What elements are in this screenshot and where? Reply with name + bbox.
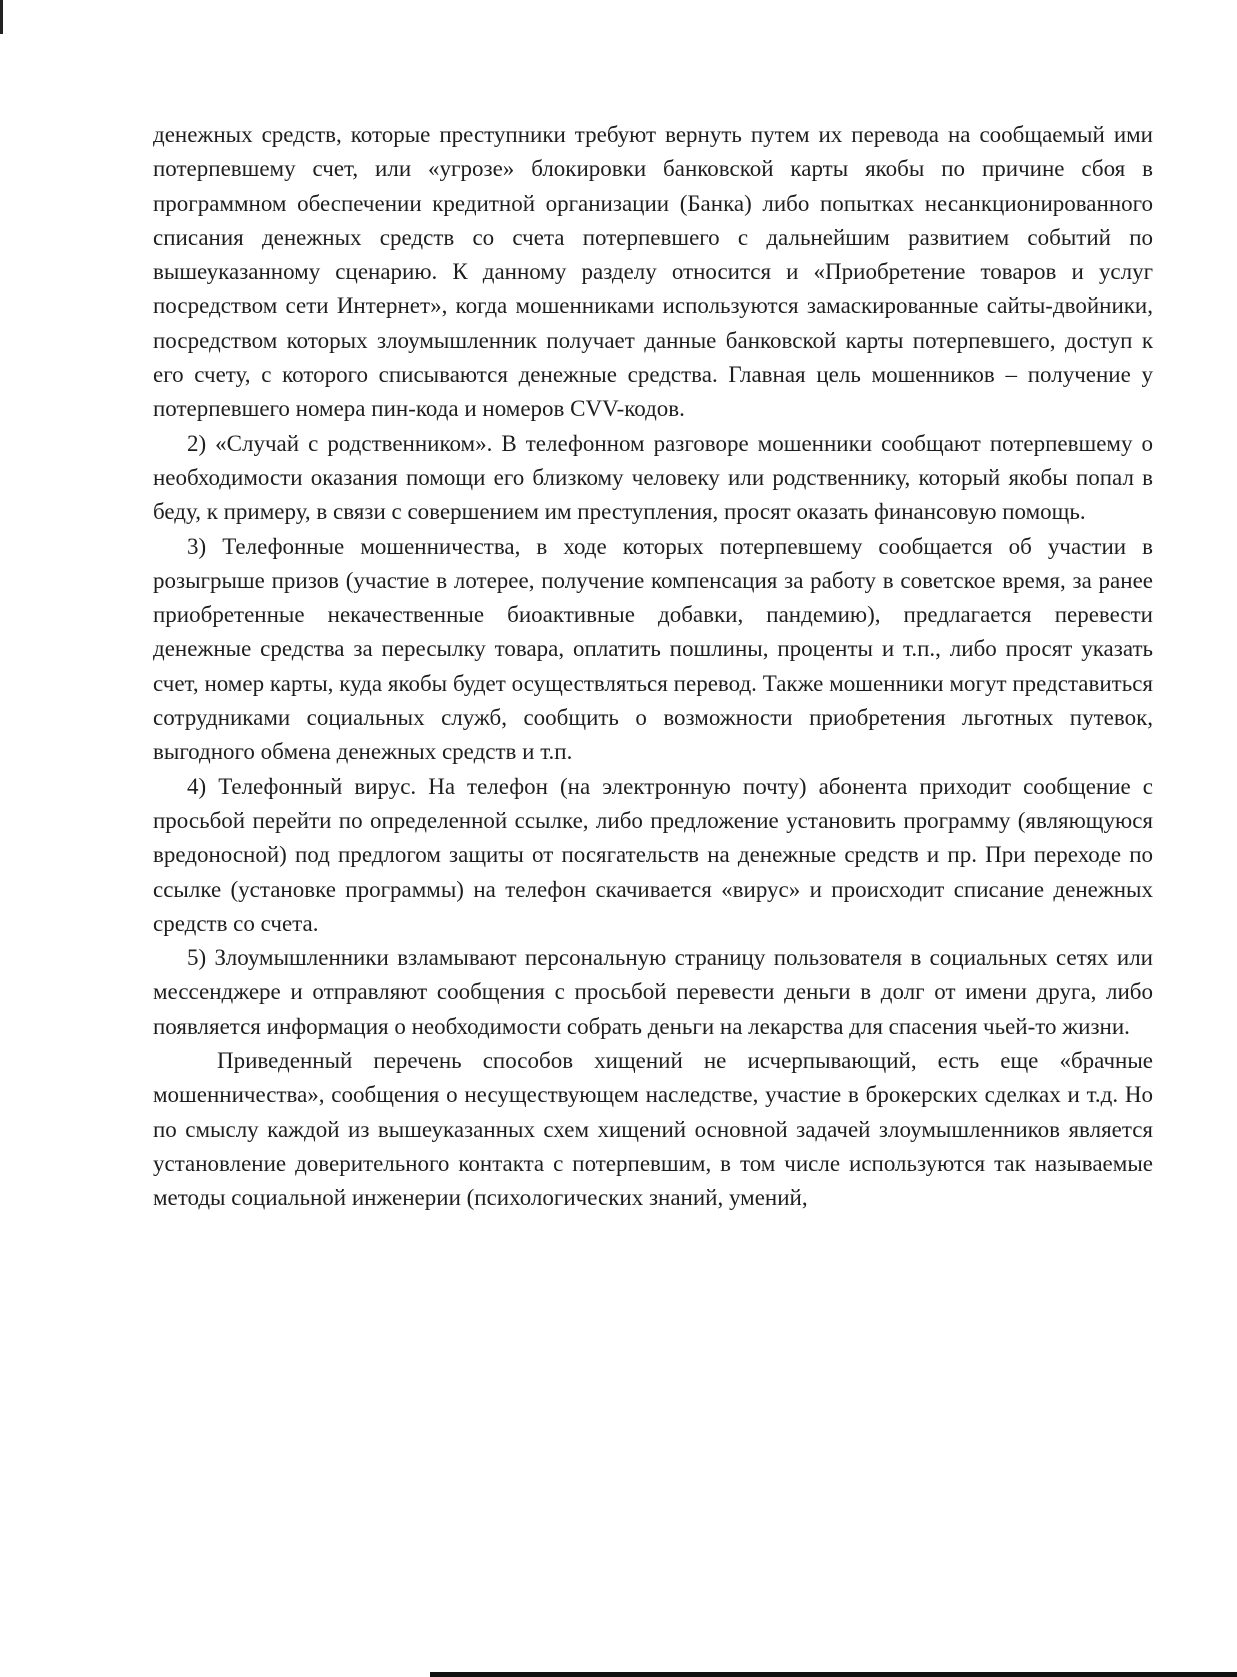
scan-bottom-edge (430, 1672, 1237, 1677)
document-body (153, 118, 1153, 1216)
paragraph-item-2: 2) «Случай с родственником». В телефонном разговоре мошенники сообщают потерпевшему о необходимости оказания помощи его близкому человеку или родственнику, который якобы попал в беду, к примеру, в связи с совершением им преступления, просят оказать финансовую помощь. (153, 430, 1153, 525)
scan-edge-mark (0, 0, 3, 34)
paragraph-continuation: денежных средств, которые преступники требуют вернуть путем их перевода на сообщаемый ими потерпевшему счет, или «угрозе» блокировки банковской карты якобы по причине сбоя в программном обеспечении кредитной организации (Банка) либо попытках несанкционированного списания денежных средств со счета потерпевшего с дальнейшим развитием событий по вышеуказанному сценарию. К данному разделу относится и «Приобретение товаров и услуг посредством сети Интернет», когда мошенниками используются замаскированные сайты-двойники, посредством которых злоумышленник получает данные банковской карты потерпевшего, доступ к его счету, с которого списываются денежные средства. Главная цель мошенников – получение у потерпевшего номера пин-кода и номеров CVV-кодов. (153, 122, 1153, 422)
paragraph-summary: Приведенный перечень способов хищений не исчерпывающий, есть еще «брачные мошенничества», сообщения о несуществующем наследстве, участие в брокерских сделках и т.д. Но по смыслу каждой из вышеуказанных схем хищений основной задачей злоумышленников является установление доверительного контакта с потерпевшим, в том числе используются так называемые методы социальной инженерии (психологических знаний, умений, (153, 1048, 1153, 1211)
paragraph-item-3: 3) Телефонные мошенничества, в ходе которых потерпевшему сообщается об участии в розыгрыше призов (участие в лотерее, получение компенсация за работу в советское время, за ранее приобретенные некачественные биоактивные добавки, пандемию), предлагается перевести денежные средства за пересылку товара, оплатить пошлины, проценты и т.п., либо просят указать счет, номер карты, куда якобы будет осуществляться перевод. Также мошенники могут представиться сотрудниками социальных служб, сообщить о возможности приобретения льготных путевок, выгодного обмена денежных средств и т.п. (153, 533, 1153, 765)
paragraph-item-4: 4) Телефонный вирус. На телефон (на электронную почту) абонента приходит сообщение с просьбой перейти по определенной ссылке, либо предложение установить программу (являющуюся вредоносной) под предлогом защиты от посягательств на денежные средств и пр. При переходе по ссылке (установке программы) на телефон скачивается «вирус» и происходит списание денежных средств со счета. (153, 773, 1153, 936)
paragraph-item-5: 5) Злоумышленники взламывают персональную страницу пользователя в социальных сетях или мессенджере и отправляют сообщения с просьбой перевести деньги в долг от имени друга, либо появляется информация о необходимости собрать деньги на лекарства для спасения чьей-то жизни. (153, 945, 1153, 1039)
